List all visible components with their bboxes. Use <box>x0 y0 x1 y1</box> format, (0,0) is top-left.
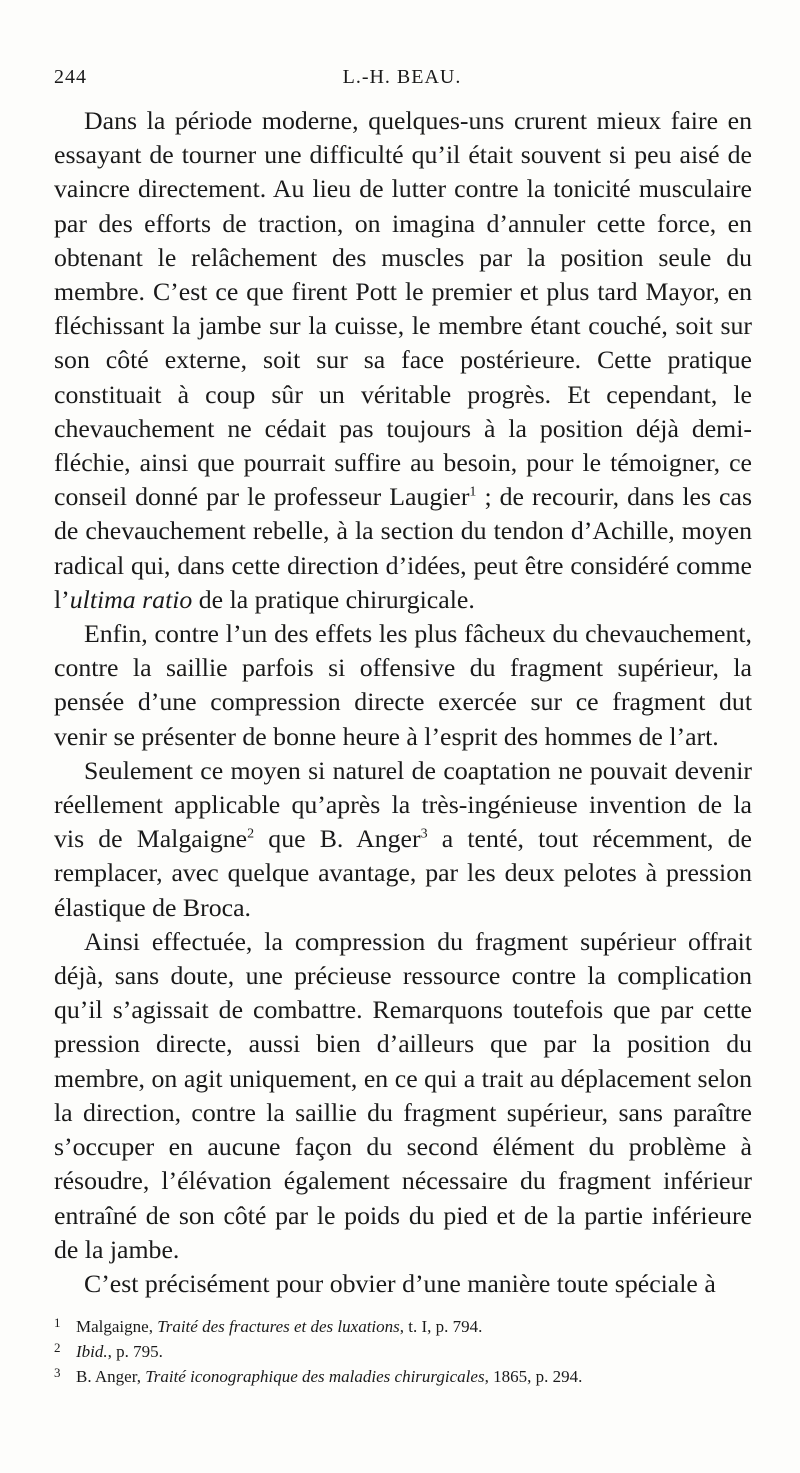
text-run: C’est précisément pour obvier d’une manière toute spéciale à <box>84 1268 716 1298</box>
page-number: 244 <box>54 66 87 88</box>
text-run: que B. Anger <box>254 824 421 854</box>
paragraph <box>54 1267 752 1301</box>
paragraph <box>54 754 752 925</box>
paragraph <box>54 104 752 617</box>
footnote-text <box>76 1364 582 1389</box>
italic-text: Traité iconographique des maladies chirurgicales <box>145 1367 485 1386</box>
text-run: de la pratique chirurgicale. <box>192 584 475 614</box>
footnote-ref[interactable]: 1 <box>469 484 477 500</box>
footnote-text <box>76 1314 482 1339</box>
page-header <box>54 66 750 94</box>
footnote-mark: 2 <box>54 1340 61 1355</box>
footnote-ref[interactable]: 3 <box>420 826 428 842</box>
text-run: , 1865, p. 294. <box>484 1367 583 1386</box>
paragraph <box>54 617 752 754</box>
body-text <box>54 104 752 1301</box>
text-run: , t. I, p. 794. <box>399 1317 483 1336</box>
footnotes <box>54 1314 752 1389</box>
footnote-text <box>76 1339 163 1364</box>
footnote <box>54 1314 752 1339</box>
running-head: L.-H. BEAU. <box>342 66 462 88</box>
footnote-mark: 1 <box>54 1315 61 1330</box>
text-run: Seulement ce moyen si naturel de coaptation ne pouvait devenir réellement applicable qu’après la très-ingénieuse invention de la vis de Malgaigne <box>54 755 752 854</box>
paragraph <box>54 925 752 1267</box>
text-run: Ainsi effectuée, la compression du fragment supérieur offrait déjà, sans doute, une précieuse ressource contre la complication qu’il s’agissait de combattre. Remarquons toutefois que par cette pression directe, aussi bien d’ailleurs que par la position du membre, on agit uniquement, en ce qui a trait au déplacement selon la direction, contre la saillie du fragment supérieur, sans paraître s’occuper en aucune façon du second élément du problème à résoudre, l’élévation également nécessaire du fragment inférieur entraîné de son côté par le poids du pied et de la partie inférieure de la jambe. <box>54 926 752 1264</box>
text-run: Malgaigne, <box>76 1317 158 1336</box>
footnote-ref[interactable]: 2 <box>247 826 255 842</box>
footnote <box>54 1364 752 1389</box>
text-run: ; de recourir, dans les cas de chevauchement rebelle, à la section du tendon d’Achille, moyen radical qui, dans cette direction d’idées, peut être considéré comme l’ <box>54 482 752 614</box>
footnote-mark: 3 <box>54 1365 61 1380</box>
text-run: Enfin, contre l’un des effets les plus fâcheux du chevauchement, contre la saillie parfois si offensive du fragment supérieur, la pensée d’une compression directe exercée sur ce fragment dut venir se présenter de bonne heure à l’esprit des hommes de l’art. <box>54 619 752 751</box>
footnote <box>54 1339 752 1364</box>
italic-text: Traité des fractures et des luxations <box>157 1317 400 1336</box>
text-run: a tenté, tout récemment, de remplacer, avec quelque avantage, par les deux pelotes à pression élastique de Broca. <box>54 824 753 922</box>
text-run: B. Anger, <box>76 1367 146 1386</box>
text-run: Dans la période moderne, quelques-uns crurent mieux faire en essayant de tourner une difficulté qu’il était souvent si peu aisé de vaincre directement. Au lieu de lutter contre la tonicité musculaire par des efforts de traction, on imagina d’annuler cette force, en obtenant le relâchement des muscles par la position seule du membre. C’est ce que firent Pott le premier et plus tard Mayor, en fléchissant la jambe sur la cuisse, le membre étant couché, soit sur son côté externe, soit sur sa face postérieure. Cette pratique constituait à coup sûr un véritable progrès. Et cependant, le chevauchement ne cédait pas toujours à la position déjà demi-fléchie, ainsi que pourrait suffire au besoin, pour le témoigner, ce conseil donné par le professeur Laugier <box>54 106 752 512</box>
italic-text: ultima ratio <box>69 584 193 614</box>
italic-text: Ibid. <box>76 1342 108 1361</box>
text-run: , p. 795. <box>107 1342 163 1361</box>
